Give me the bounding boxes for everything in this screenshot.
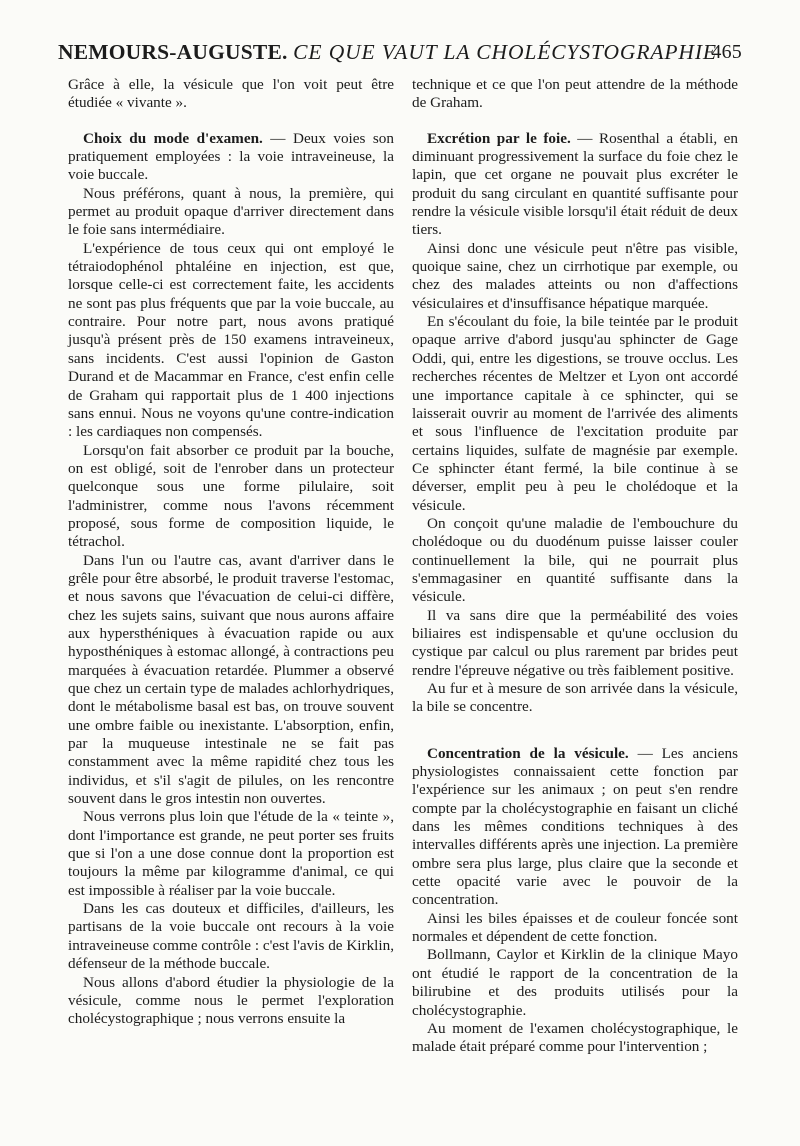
paragraph: Ainsi donc une vésicule peut n'être pas visible, quoique saine, chez un cirrhotique par exemple, ou chez des malades atteints ou non d'affections vésiculaires et d'insuffisance hépatique marquée. bbox=[412, 239, 738, 312]
paragraph: Lorsqu'on fait absorber ce produit par la bouche, on est obligé, soit de l'enrober dans un protecteur quelconque sous une forme pilulaire, soit l'administrer, comme nous l'avons récemment proposé, sous forme de composition liquide, le tétrachol. bbox=[68, 441, 394, 551]
paragraph: En s'écoulant du foie, la bile teintée par le produit opaque arrive d'abord jusqu'au sphincter de Gage Oddi, qui, entre les digestions, se trouve occlus. Les recherches récentes de Meltzer et Lyon ont accordé une importance capitale à ce sphincter, qui se laisserait ouvrir au moment de l'arrivée des aliments et sous l'influence de l'excitation produite par certains liquides, sulfate de magnésie par exemple. Ce sphincter étant fermé, la bile continue à se déverser, emplit peu à peu le cholédoque et la vésicule. bbox=[412, 313, 738, 514]
section-concentration: Concentration de la vésicule. — Les anciens physiologistes connaissaient cette fonction par l'expérience sur les animaux ; on peut s'en rendre compte par la cholécystographie en faisant un cliché dans les mêmes conditions techniques à des intervalles différents après une injection. La première ombre sera plus large, plus claire que la seconde et cette opacité varie avec le pouvoir de la concentration. bbox=[412, 744, 738, 909]
paragraph: Nous verrons plus loin que l'étude de la « teinte », dont l'importance est grande, ne peut porter ses fruits que si l'on a une dose connue dont la proportion est toujours la même par kilogramme d'animal, ce qui est impossible à réaliser par la voie buccale. bbox=[68, 808, 394, 899]
paragraph: Au moment de l'examen cholécystographique, le malade était préparé comme pour l'intervention ; bbox=[412, 1019, 738, 1056]
left-column bbox=[68, 76, 394, 1029]
header-title: CE QUE VAUT LA CHOLÉCYSTOGRAPHIE bbox=[293, 40, 717, 64]
paragraph: Au fur et à mesure de son arrivée dans la vésicule, la bile se concentre. bbox=[412, 680, 738, 716]
section-heading: Concentration de la vésicule. bbox=[427, 744, 629, 762]
paragraph: L'expérience de tous ceux qui ont employé le tétraiodophénol phtaléine en injection, est que, lorsque celle-ci est correctement faite, les accidents ne sont pas plus fréquents que par la voie buccale, au contraire. Pour notre part, nous avons pratiqué jusqu'à présent près de 150 examens intraveineux, sans incidents. C'est aussi l'opinion de Gaston Durand et de Macammar en France, c'est enfin celle de Graham qui rapportait plus de 1 400 injections sans ennui. Nous ne voyons qu'une contre-indication : les cardiaques non compensés. bbox=[68, 239, 394, 441]
paragraph: technique et ce que l'on peut attendre de la méthode de Graham. bbox=[412, 76, 738, 112]
section-heading: Choix du mode d'examen. bbox=[83, 129, 263, 147]
header-author: NEMOURS-AUGUSTE. bbox=[58, 40, 288, 64]
page-number: 465 bbox=[711, 41, 742, 63]
paragraph: On conçoit qu'une maladie de l'embouchure du cholédoque ou du duodénum puisse laisser couler continuellement la bile, qui ne pourrait plus s'emmagasiner en quantité suffisante dans la vésicule. bbox=[412, 514, 738, 606]
paragraph: Bollmann, Caylor et Kirklin de la clinique Mayo ont étudié le rapport de la concentration de la bilirubine et des produits utilisés pour la cholécystographie. bbox=[412, 946, 738, 1019]
section-heading: Excrétion par le foie. bbox=[427, 129, 571, 147]
paragraph: Il va sans dire que la perméabilité des voies biliaires est indispensable et qu'une occlusion du cystique par calcul ou plus rarement par brides peut rendre l'épreuve négative ou très faiblement positive. bbox=[412, 606, 738, 679]
right-column bbox=[412, 76, 738, 1057]
paragraph: Nous allons d'abord étudier la physiologie de la vésicule, comme nous le permet l'exploration cholécystographique ; nous verrons ensuite la bbox=[68, 973, 394, 1028]
section-choix: Choix du mode d'examen. — Deux voies son pratiquement employées : la voie intraveineuse, la voie buccale. bbox=[68, 129, 394, 184]
paragraph: Nous préférons, quant à nous, la première, qui permet au produit opaque d'arriver directement dans le foie sans intermédiaire. bbox=[68, 184, 394, 239]
paragraph: Grâce à elle, la vésicule que l'on voit peut être étudiée « vivante ». bbox=[68, 76, 394, 112]
running-header bbox=[58, 38, 742, 66]
paragraph: Dans l'un ou l'autre cas, avant d'arriver dans le grêle pour être absorbé, le produit traverse l'estomac, et nous savons que l'évacuation de celui-ci diffère, chez les sujets sains, suivant que nous aurons affaire aux hypersthéniques à évacuation rapide ou aux hyposthéniques à estomac allongé, à contractions peu marquées à évacuation retardée. Plummer a observé que chez un certain type de malades achlorhydriques, dont le métabolisme basal est bas, on trouve souvent une ombre faible ou inexistante. L'absorption, enfin, par la muqueuse intestinale ne se fait pas constamment avec la même rapidité chez tous les individus, et s'il s'agit de pilules, on les rencontre souvent dans le gros intestin non ouvertes. bbox=[68, 551, 394, 808]
paragraph: Ainsi les biles épaisses et de couleur foncée sont normales et dépendent de cette fonction. bbox=[412, 909, 738, 946]
paragraph: Dans les cas douteux et difficiles, d'ailleurs, les partisans de la voie buccale ont recours à la voie intraveineuse comme contrôle : c'est l'avis de Kirklin, défenseur de la méthode buccale. bbox=[68, 900, 394, 973]
section-excretion: Excrétion par le foie. — Rosenthal a établi, en diminuant progressivement la surface du foie chez le lapin, que cet organe ne pouvait plus excréter le produit du sang circulant en quantité suffisante pour rendre la vésicule visible lorsqu'il était réduit de deux tiers. bbox=[412, 129, 738, 239]
